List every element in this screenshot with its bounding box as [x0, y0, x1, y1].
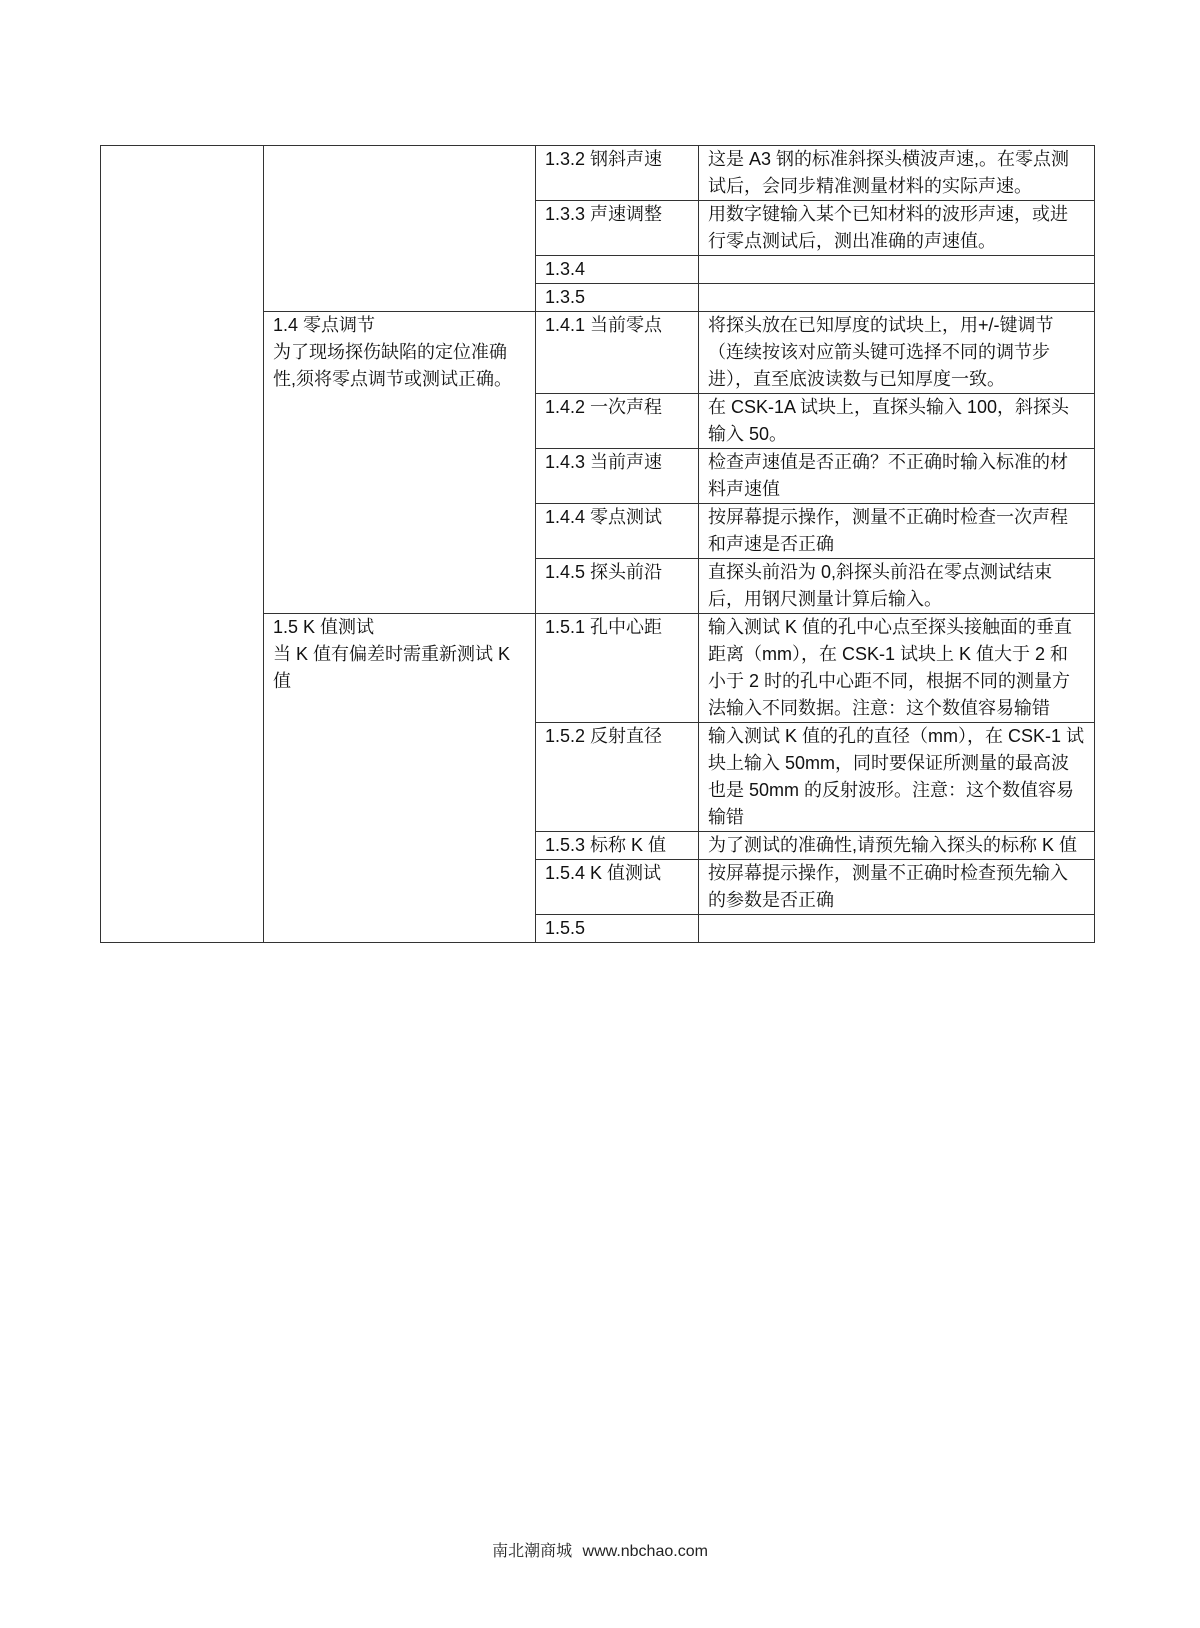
item-description [699, 284, 1095, 312]
item-description: 输入测试 K 值的孔中心点至探头接触面的垂直距离（mm），在 CSK-1 试块上 K 值大于 2 和小于 2 时的孔中心距不同，根据不同的测量方法输入不同数据。注意：这个数值容易输错 [699, 614, 1095, 723]
item-code: 1.4.3 当前声速 [536, 449, 699, 504]
group-title: 1.5 K 值测试 [273, 617, 375, 637]
item-description: 按屏幕提示操作，测量不正确时检查预先输入的参数是否正确 [699, 860, 1095, 915]
item-description: 检查声速值是否正确？不正确时输入标准的材料声速值 [699, 449, 1095, 504]
item-code: 1.3.2 钢斜声速 [536, 146, 699, 201]
item-code: 1.4.2 一次声程 [536, 394, 699, 449]
item-description [699, 915, 1095, 943]
group-description: 为了现场探伤缺陷的定位准确性,须将零点调节或测试正确。 [273, 342, 512, 389]
group-description: 当 K 值有偏差时需重新测试 K 值 [273, 644, 511, 691]
item-description: 用数字键输入某个已知材料的波形声速，或进行零点测试后，测出准确的声速值。 [699, 201, 1095, 256]
category-cell [101, 146, 264, 943]
page-footer [0, 1538, 1200, 1561]
footer-site-name: 南北潮商城 [492, 1543, 573, 1560]
item-code: 1.5.4 K 值测试 [536, 860, 699, 915]
item-description: 将探头放在已知厚度的试块上，用+/-键调节（连续按该对应箭头键可选择不同的调节步进），直至底波读数与已知厚度一致。 [699, 312, 1095, 394]
footer-url[interactable]: www.nbchao.com [582, 1543, 708, 1560]
group-cell-zero-adjust [264, 312, 536, 614]
item-code: 1.4.1 当前零点 [536, 312, 699, 394]
group-cell-empty [264, 146, 536, 312]
item-code: 1.5.2 反射直径 [536, 723, 699, 832]
item-description [699, 256, 1095, 284]
item-code: 1.5.3 标称 K 值 [536, 832, 699, 860]
item-code: 1.5.5 [536, 915, 699, 943]
item-description: 按屏幕提示操作，测量不正确时检查一次声程和声速是否正确 [699, 504, 1095, 559]
parameter-table [100, 145, 1095, 943]
item-code: 1.3.5 [536, 284, 699, 312]
item-code: 1.4.5 探头前沿 [536, 559, 699, 614]
item-code: 1.4.4 零点测试 [536, 504, 699, 559]
table-row [101, 146, 1095, 201]
item-code: 1.3.3 声速调整 [536, 201, 699, 256]
item-code: 1.5.1 孔中心距 [536, 614, 699, 723]
item-description: 直探头前沿为 0,斜探头前沿在零点测试结束后，用钢尺测量计算后输入。 [699, 559, 1095, 614]
item-description: 输入测试 K 值的孔的直径（mm），在 CSK-1 试块上输入 50mm，同时要保证所测量的最高波也是 50mm 的反射波形。注意：这个数值容易输错 [699, 723, 1095, 832]
item-code: 1.3.4 [536, 256, 699, 284]
item-description: 在 CSK-1A 试块上，直探头输入 100，斜探头输入 50。 [699, 394, 1095, 449]
item-description: 为了测试的准确性,请预先输入探头的标称 K 值 [699, 832, 1095, 860]
group-cell-k-value [264, 614, 536, 943]
item-description: 这是 A3 钢的标准斜探头横波声速,。在零点测试后，会同步精准测量材料的实际声速。 [699, 146, 1095, 201]
group-title: 1.4 零点调节 [273, 315, 376, 335]
